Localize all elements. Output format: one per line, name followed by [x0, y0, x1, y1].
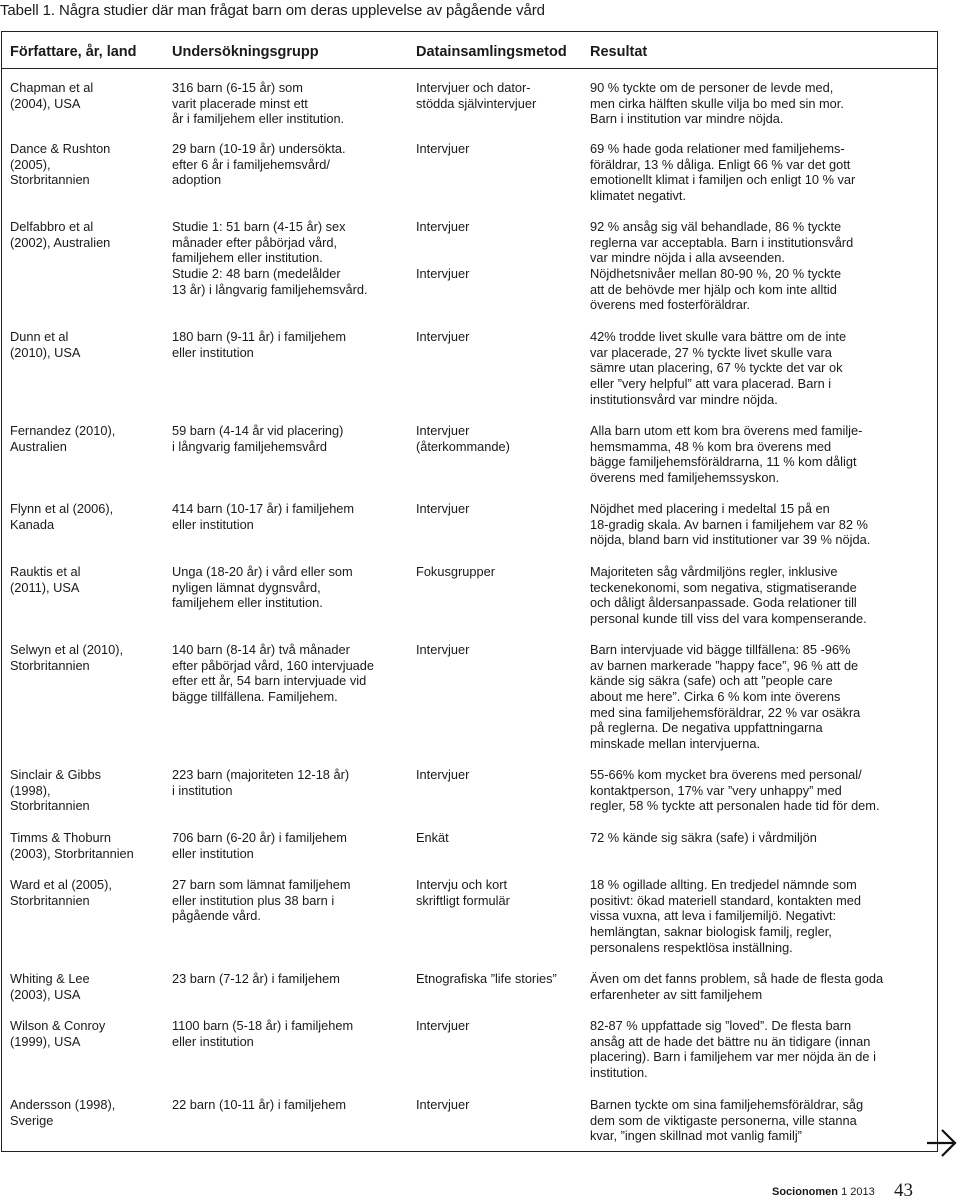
cell-authors: [10, 219, 110, 250]
cell-study-group: [172, 141, 346, 188]
cell-result: [590, 141, 855, 204]
cell-method: [416, 219, 469, 282]
cell-line: ansåg att de hade det bättre nu än tidigare (innan: [590, 1033, 871, 1049]
cell-authors: [10, 329, 80, 360]
cell-line: about me here”. Cirka 6 % kom inte överens: [590, 689, 841, 705]
cell-line: emotionellt klimat i familjen och enligt 10 % var: [590, 172, 856, 188]
cell-line: Intervjuer: [416, 501, 470, 516]
cell-authors: [10, 877, 112, 908]
cell-line: Barn i institution var mindre nöjda.: [590, 111, 784, 127]
cell-line: Storbritannien: [10, 172, 90, 188]
cell-line: (2004), USA: [10, 95, 81, 111]
cell-line: på reglerna. De negativa uppfattningarna: [590, 720, 823, 736]
cell-line: institution.: [590, 1065, 648, 1081]
cell-line: Intervjuer och dator-: [416, 80, 531, 95]
cell-authors: [10, 80, 93, 111]
cell-line: år i familjehem eller institution.: [172, 111, 345, 127]
cell-line: att de behövde mer hjälp och kom inte alltid: [590, 281, 837, 297]
table-caption: Tabell 1. Några studier där man frågat barn om deras upplevelse av pågående vård: [0, 2, 545, 19]
cell-line: av barnen markerade ”happy face”, 96 % att de: [590, 657, 859, 673]
cell-method: [416, 971, 557, 987]
cell-method: [416, 501, 469, 517]
cell-line: Enkät: [416, 830, 449, 845]
cell-result: [590, 423, 862, 486]
cell-authors: [10, 1097, 115, 1128]
cell-line: Sverige: [10, 1112, 54, 1128]
cell-line: Storbritannien: [10, 657, 90, 673]
cell-line: eller ”very helpful” att vara placerad. Barn i: [590, 376, 832, 392]
cell-line: Intervju och kort: [416, 877, 508, 892]
cell-line: Storbritannien: [10, 892, 90, 908]
cell-line: 72 % kände sig säkra (safe) i vårdmiljön: [590, 830, 817, 845]
cell-line: Även om det fanns problem, så hade de flesta goda: [590, 971, 884, 986]
cell-line: Studie 1: 51 barn (4-15 år) sex: [172, 219, 346, 234]
cell-method: [416, 877, 510, 908]
cell-result: [590, 80, 844, 127]
cell-line: skriftligt formulär: [416, 892, 510, 908]
cell-result: [590, 642, 860, 752]
cell-line: regler, 58 % tyckte att personalen hade tid för dem.: [590, 798, 880, 814]
cell-line: adoption: [172, 172, 222, 188]
cell-line: Timms & Thoburn: [10, 830, 111, 845]
cell-line: Majoriteten såg vårdmiljöns regler, inklusive: [590, 564, 838, 579]
cell-line: nöjda, bland barn vid institutioner var 39 % nöjda.: [590, 532, 871, 548]
cell-line: efter påbörjad vård, 160 intervjuade: [172, 657, 375, 673]
cell-line: erfarenheter av sitt familjehem: [590, 986, 763, 1002]
cell-line: 90 % tyckte om de personer de levde med,: [590, 80, 834, 95]
column-header-method: Datainsamlingsmetod: [416, 44, 567, 60]
cell-result: [590, 1097, 863, 1144]
cell-result: [590, 219, 853, 313]
cell-line: Selwyn et al (2010),: [10, 642, 124, 657]
cell-line: stödda självintervjuer: [416, 95, 537, 111]
cell-line: Intervjuer: [416, 642, 470, 657]
cell-line: placering). Barn i familjehem var mer nöjda än de i: [590, 1049, 876, 1065]
cell-line: eller institution: [172, 1033, 254, 1049]
cell-line: 1100 barn (5-18 år) i familjehem: [172, 1018, 354, 1033]
cell-line: 180 barn (9-11 år) i familjehem: [172, 329, 347, 344]
cell-line: överens med familjehemssyskon.: [590, 470, 780, 486]
cell-method: [416, 423, 510, 454]
cell-line: (2010), USA: [10, 344, 81, 360]
cell-line: Alla barn utom ett kom bra överens med familje-: [590, 423, 863, 438]
cell-study-group: [172, 329, 346, 360]
cell-line: Wilson & Conroy: [10, 1018, 106, 1033]
cell-line: eller institution: [172, 845, 254, 861]
cell-line: 140 barn (8-14 år) två månader: [172, 642, 350, 657]
cell-line: [416, 250, 469, 266]
cell-line: (2005),: [10, 156, 51, 172]
cell-line: kvar, ”ingen skillnad mot vanlig familj”: [590, 1128, 802, 1144]
cell-line: personal kunde till viss del vara kompenserande.: [590, 611, 867, 627]
cell-line: varit placerade minst ett: [172, 95, 308, 111]
cell-line: (1999), USA: [10, 1033, 81, 1049]
cell-line: Unga (18-20 år) i vård eller som: [172, 564, 353, 579]
cell-line: Intervjuer: [416, 1097, 470, 1112]
cell-line: nyligen lämnat dygnsvård,: [172, 579, 321, 595]
cell-line: eller institution: [172, 516, 254, 532]
cell-line: hemsmamma, 48 % kom bra överens med: [590, 438, 832, 454]
cell-line: [416, 235, 469, 251]
cell-line: Intervjuer: [416, 1018, 470, 1033]
cell-study-group: [172, 501, 354, 532]
cell-line: Andersson (1998),: [10, 1097, 116, 1112]
cell-line: 27 barn som lämnat familjehem: [172, 877, 351, 892]
cell-authors: [10, 423, 115, 454]
cell-authors: [10, 767, 101, 814]
cell-line: 92 % ansåg sig väl behandlade, 86 % tyckte: [590, 219, 842, 234]
cell-line: (2011), USA: [10, 579, 80, 595]
cell-line: Dance & Rushton: [10, 141, 111, 156]
column-header-study-group: Undersökningsgrupp: [172, 44, 319, 60]
cell-line: Rauktis et al: [10, 564, 81, 579]
cell-line: Kanada: [10, 516, 55, 532]
cell-line: Australien: [10, 438, 67, 454]
cell-line: (2003), Storbritannien: [10, 845, 134, 861]
cell-line: Ward et al (2005),: [10, 877, 112, 892]
cell-study-group: [172, 877, 351, 924]
cell-line: efter 6 år i familjehemsvård/: [172, 156, 330, 172]
cell-line: bägge familjehemsföräldrarna, 11 % kom dåligt: [590, 454, 857, 470]
cell-authors: [10, 1018, 105, 1049]
cell-study-group: [172, 642, 374, 705]
cell-line: 316 barn (6-15 år) som: [172, 80, 303, 95]
cell-line: 706 barn (6-20 år) i familjehem: [172, 830, 347, 845]
cell-line: var placerade, 27 % tyckte livet skulle vara: [590, 344, 832, 360]
cell-line: Barn intervjuade vid bägge tillfällena: 85 -96%: [590, 642, 851, 657]
cell-line: (återkommande): [416, 438, 510, 454]
cell-line: Intervjuer: [416, 423, 470, 438]
cell-line: institutionsvård var mindre nöjda.: [590, 391, 778, 407]
cell-study-group: [172, 767, 349, 798]
cell-line: familjehem eller institution.: [172, 250, 323, 266]
cell-line: sämre utan placering, 67 % tyckte det var ok: [590, 360, 843, 376]
cell-result: [590, 329, 846, 407]
cell-line: 22 barn (10-11 år) i familjehem: [172, 1097, 347, 1112]
cell-study-group: [172, 219, 368, 297]
cell-authors: [10, 830, 134, 861]
cell-line: familjehem eller institution.: [172, 595, 323, 611]
cell-line: personalens respektlösa inställning.: [590, 939, 793, 955]
cell-authors: [10, 971, 90, 1002]
cell-line: föräldrar, 13 % dåliga. Enligt 66 % var det gott: [590, 156, 851, 172]
cell-authors: [10, 501, 113, 532]
cell-study-group: [172, 1097, 346, 1113]
cell-line: kontaktperson, 17% var ”very unhappy” med: [590, 782, 842, 798]
cell-line: 13 år) i långvarig familjehemsvård.: [172, 281, 368, 297]
column-header-authors: Författare, år, land: [10, 44, 137, 60]
cell-line: Intervjuer: [416, 219, 470, 234]
cell-line: Storbritannien: [10, 798, 90, 814]
cell-line: bägge tillfällena. Familjehem.: [172, 689, 338, 705]
page-number: 43: [894, 1180, 913, 1201]
cell-method: [416, 642, 469, 658]
cell-line: 18-gradig skala. Av barnen i familjehem var 82 %: [590, 516, 868, 532]
cell-method: [416, 1018, 469, 1034]
cell-authors: [10, 141, 110, 188]
cell-line: (1998),: [10, 782, 51, 798]
cell-line: reglerna var acceptabla. Barn i institutionsvård: [590, 234, 854, 250]
header-divider: [1, 68, 938, 69]
cell-line: 29 barn (10-19 år) undersökta.: [172, 141, 346, 156]
cell-result: [590, 971, 883, 1002]
cell-study-group: [172, 971, 340, 987]
cell-line: 23 barn (7-12 år) i familjehem: [172, 971, 340, 986]
cell-result: [590, 1018, 876, 1081]
cell-result: [590, 767, 880, 814]
cell-line: vissa vuxna, att leva i familjemiljö. Negativt:: [590, 908, 837, 924]
cell-line: efter ett år, 54 barn intervjuade vid: [172, 673, 367, 689]
cell-line: Studie 2: 48 barn (medelålder: [172, 266, 341, 282]
cell-line: 42% trodde livet skulle vara bättre om de inte: [590, 329, 847, 344]
cell-line: med sina familjehemsföräldrar, 22 % var osäkra: [590, 704, 861, 720]
cell-method: [416, 141, 469, 157]
cell-line: Dunn et al: [10, 329, 69, 344]
cell-line: Intervjuer: [416, 767, 470, 782]
cell-line: positivt: ökad materiell standard, kontakten med: [590, 892, 862, 908]
cell-line: 69 % hade goda relationer med familjehems-: [590, 141, 845, 156]
cell-line: 59 barn (4-14 år vid placering): [172, 423, 344, 438]
cell-line: Fernandez (2010),: [10, 423, 116, 438]
cell-line: eller institution: [172, 344, 254, 360]
cell-line: minskade mellan intervjuerna.: [590, 736, 760, 752]
cell-study-group: [172, 564, 353, 611]
cell-line: i långvarig familjehemsvård: [172, 438, 328, 454]
cell-line: 414 barn (10-17 år) i familjehem: [172, 501, 355, 516]
cell-result: [590, 564, 867, 627]
publication-credit: [772, 1186, 875, 1198]
cell-line: Flynn et al (2006),: [10, 501, 114, 516]
cell-line: överens med fosterföräldrar.: [590, 297, 751, 313]
cell-method: [416, 564, 495, 580]
cell-line: Etnografiska ”life stories”: [416, 971, 557, 986]
cell-study-group: [172, 423, 343, 454]
cell-result: [590, 501, 870, 548]
cell-line: kände sig säkra (safe) och att ”people care: [590, 673, 833, 689]
cell-authors: [10, 642, 123, 673]
cell-line: Intervjuer: [416, 141, 470, 156]
cell-line: dem som de viktigaste personerna, ville stanna: [590, 1112, 857, 1128]
cell-line: Intervjuer: [416, 266, 470, 282]
cell-line: Nöjdhetsnivåer mellan 80-90 %, 20 % tyckte: [590, 266, 842, 282]
cell-result: [590, 830, 817, 846]
cell-line: men cirka hälften skulle vilja bo med sin mor.: [590, 95, 844, 111]
cell-line: pågående vård.: [172, 908, 261, 924]
cell-result: [590, 877, 861, 955]
cell-line: (2003), USA: [10, 986, 81, 1002]
cell-line: 55-66% kom mycket bra överens med personal/: [590, 767, 862, 782]
cell-line: (2002), Australien: [10, 234, 111, 250]
cell-line: Delfabbro et al: [10, 219, 94, 234]
cell-line: Intervjuer: [416, 329, 470, 344]
cell-method: [416, 329, 469, 345]
cell-line: eller institution plus 38 barn i: [172, 892, 335, 908]
cell-line: månader efter påbörjad vård,: [172, 234, 338, 250]
cell-line: Fokusgrupper: [416, 564, 495, 579]
cell-line: Barnen tyckte om sina familjehemsföräldrar, såg: [590, 1097, 864, 1112]
cell-line: 82-87 % uppfattade sig ”loved”. De flesta barn: [590, 1018, 852, 1033]
cell-method: [416, 767, 469, 783]
cell-authors: [10, 564, 80, 595]
arrow-right-icon: [924, 1126, 958, 1160]
cell-line: i institution: [172, 782, 233, 798]
publication-issue: 1 2013: [841, 1186, 875, 1198]
publication-name: Socionomen: [772, 1186, 839, 1198]
cell-line: Whiting & Lee: [10, 971, 90, 986]
cell-study-group: [172, 1018, 353, 1049]
cell-line: och dåligt åldersanpassade. Goda relationer till: [590, 595, 857, 611]
cell-method: [416, 1097, 469, 1113]
cell-line: 223 barn (majoriteten 12-18 år): [172, 767, 350, 782]
cell-method: [416, 80, 536, 111]
cell-line: hemlängtan, saknar biologisk familj, regler,: [590, 924, 832, 940]
cell-line: Chapman et al: [10, 80, 94, 95]
cell-line: var mindre nöjda i alla avseenden.: [590, 250, 785, 266]
cell-line: Sinclair & Gibbs: [10, 767, 102, 782]
cell-study-group: [172, 80, 344, 127]
cell-line: 18 % ogillade allting. En tredjedel nämnde som: [590, 877, 857, 892]
cell-line: klimatet negativt.: [590, 188, 687, 204]
column-header-result: Resultat: [590, 44, 648, 60]
cell-line: teckenekonomi, som negativa, stigmatiserande: [590, 579, 857, 595]
cell-study-group: [172, 830, 347, 861]
cell-line: Nöjdhet med placering i medeltal 15 på en: [590, 501, 830, 516]
cell-method: [416, 830, 449, 846]
